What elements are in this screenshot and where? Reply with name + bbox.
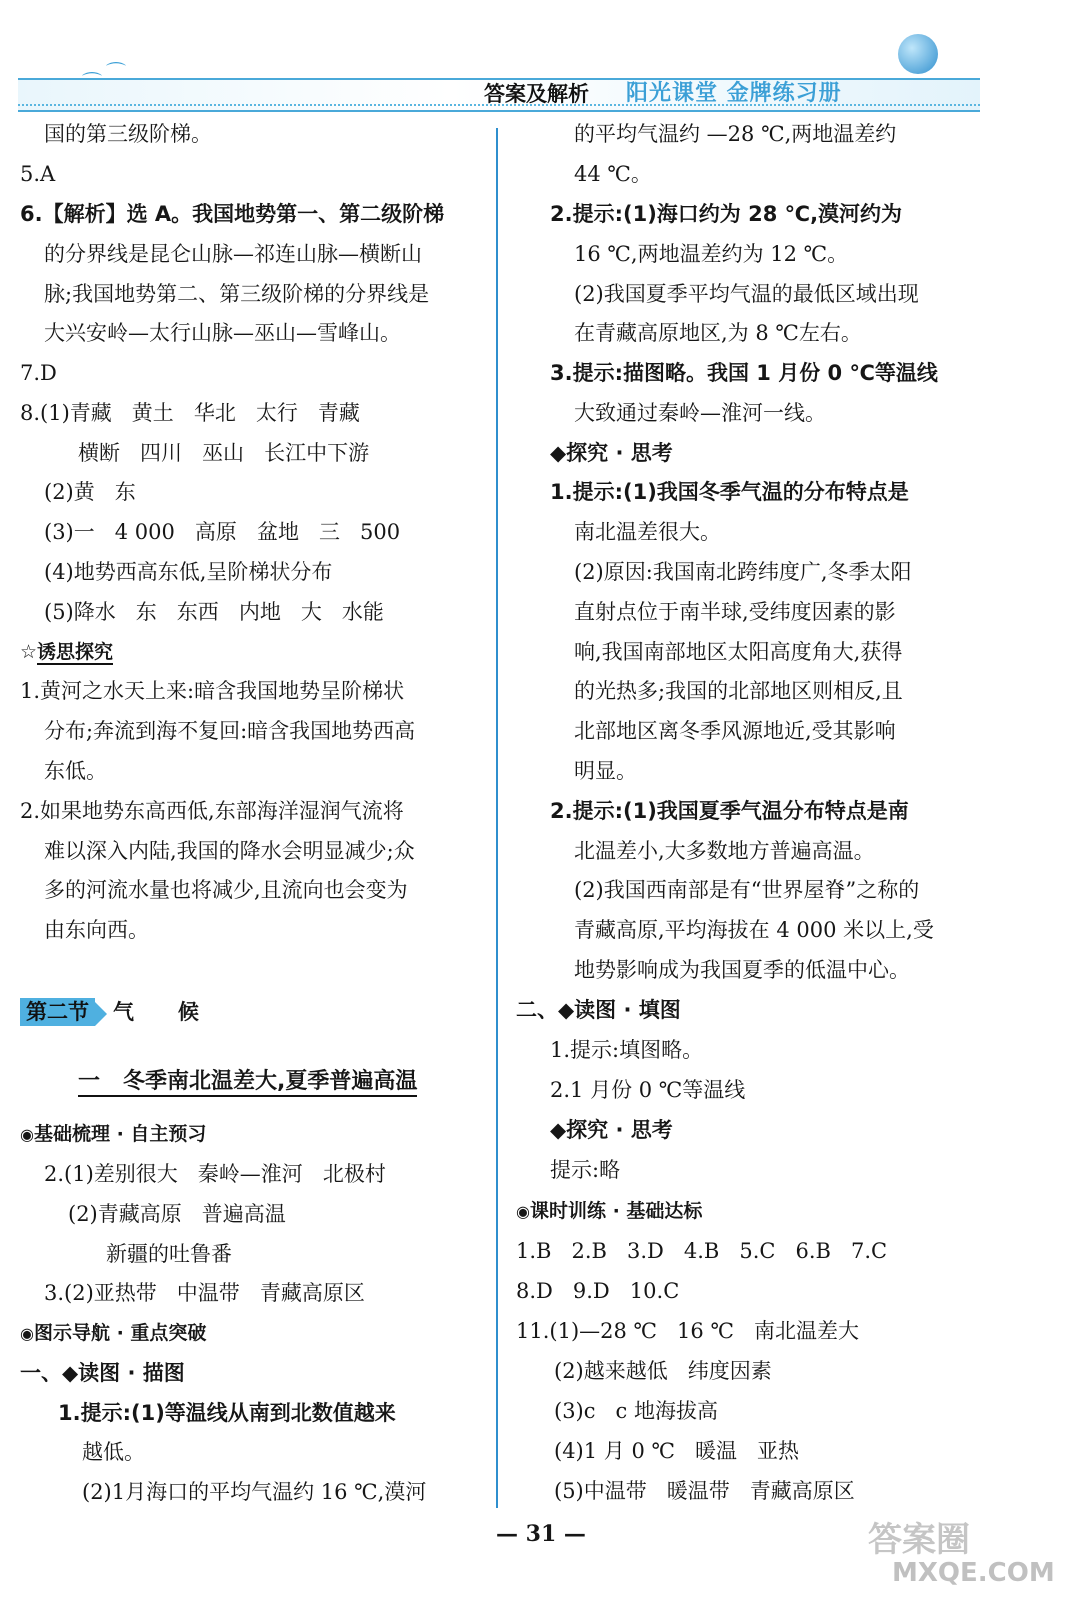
text-line: 的分界线是昆仑山脉—祁连山脉—横断山 [44, 242, 422, 266]
badge-icon: ◉ [20, 1324, 34, 1343]
text-line: 青藏高原,平均海拔在 4 000 米以上,受 [574, 918, 934, 942]
answer-line: 5.A [20, 162, 56, 186]
answer-line: 1.提示:填图略。 [550, 1038, 704, 1062]
answer-line: 7.D [20, 361, 57, 385]
text-line: 北温差小,大多数地方普遍高温。 [574, 839, 875, 863]
text-line: 的光热多;我国的北部地区则相反,且 [574, 679, 903, 703]
text-line: 明显。 [574, 759, 637, 783]
subheading-line: ◆探究 · 思考 [550, 1118, 673, 1142]
text-line: 脉;我国地势第二、第三级阶梯的分界线是 [44, 282, 430, 306]
answer-line: 1.黄河之水天上来:暗含我国地势呈阶梯状 [20, 679, 405, 703]
text-line: (3)一 4 000 高原 盆地 三 500 [44, 520, 401, 544]
answer-line: 2.1 月份 0 ℃等温线 [550, 1078, 746, 1102]
badge-icon: ◉ [20, 1125, 34, 1144]
section-title: 气 候 [113, 1000, 199, 1024]
text-line: 由东向西。 [44, 918, 149, 942]
text-line: (4)1 月 0 ℃ 暖温 亚热 [554, 1439, 800, 1463]
bird-icon: ⌒ [106, 60, 126, 84]
answer-line: 3.(2)亚热带 中温带 青藏高原区 [44, 1281, 365, 1305]
text-line: 的平均气温约 —28 ℃,两地温差约 [574, 122, 897, 146]
text-line: (2)青藏高原 普遍高温 [68, 1202, 286, 1226]
text-line: 地势影响成为我国夏季的低温中心。 [574, 958, 910, 982]
text-line: (4)地势西高东低,呈阶梯状分布 [44, 560, 333, 584]
text-line: (5)降水 东 东西 内地 大 水能 [44, 600, 384, 624]
header-title: 答案及解析 [484, 82, 589, 106]
section-heading-keshi: ◉课时训练 · 基础达标 [516, 1200, 703, 1222]
page-header [18, 60, 980, 112]
text-line: (3)c c 地海拔高 [554, 1399, 718, 1423]
text-line: 南北温差很大。 [574, 520, 721, 544]
text-line: (2)我国夏季平均气温的最低区域出现 [574, 282, 919, 306]
answer-line: 1.B 2.B 3.D 4.B 5.C 6.B 7.C [516, 1239, 888, 1263]
subheading-line: 一、◆读图 · 描图 [20, 1361, 185, 1385]
watermark-logo: 答案圈 [868, 1520, 970, 1560]
answer-line: 2.提示:(1)我国夏季气温分布特点是南 [550, 799, 909, 823]
badge-icon: ◉ [516, 1202, 530, 1221]
answer-line: 1.提示:(1)等温线从南到北数值越来 [58, 1401, 396, 1425]
subheading-line: 二、◆读图 · 填图 [516, 998, 681, 1022]
text-line: 东低。 [44, 759, 107, 783]
star-icon: ☆ [20, 641, 38, 663]
answer-line: 提示:略 [550, 1158, 621, 1182]
page-number: — 31 — [496, 1521, 586, 1547]
globe-icon [898, 34, 938, 74]
answer-line: 3.提示:描图略。我国 1 月份 0 ℃等温线 [550, 361, 938, 385]
answer-line: 2.如果地势东高西低,东部海洋湿润气流将 [20, 799, 404, 823]
text-line: 横断 四川 巫山 长江中下游 [78, 441, 370, 465]
text-line: 16 ℃,两地温差约为 12 ℃。 [574, 242, 849, 266]
section-title-row [20, 998, 199, 1026]
text-line: 新疆的吐鲁番 [106, 1242, 232, 1266]
text-line: (2)我国西南部是有“世界屋脊”之称的 [574, 878, 920, 902]
text-line: 北部地区离冬季风源地近,受其影响 [574, 719, 896, 743]
text-line: 响,我国南部地区太阳高度角大,获得 [574, 640, 903, 664]
text-line: 分布;奔流到海不复回:暗含我国地势西高 [44, 719, 416, 743]
answer-line: 2.(1)差别很大 秦岭—淮河 北极村 [44, 1162, 386, 1186]
answer-line: 1.提示:(1)我国冬季气温的分布特点是 [550, 480, 909, 504]
answer-line: 8.D 9.D 10.C [516, 1279, 680, 1303]
text-line: 在青藏高原地区,为 8 ℃左右。 [574, 321, 862, 345]
text-line: (2)黄 东 [44, 480, 136, 504]
arrow-icon [95, 1002, 107, 1026]
section-heading-jichu: ◉基础梳理 · 自主预习 [20, 1123, 207, 1145]
text-line: 直射点位于南半球,受纬度因素的影 [574, 600, 896, 624]
text-line: 44 ℃。 [574, 162, 652, 186]
answer-line: 2.提示:(1)海口约为 28 ℃,漠河约为 [550, 202, 903, 226]
text-line: (2)原因:我国南北跨纬度广,冬季太阳 [574, 560, 912, 584]
text-line: 多的河流水量也将减少,且流向也会变为 [44, 878, 408, 902]
text-line: (2)1月海口的平均气温约 16 ℃,漠河 [82, 1480, 427, 1504]
text-line: (5)中温带 暖温带 青藏高原区 [554, 1479, 855, 1503]
text-line: 越低。 [82, 1440, 145, 1464]
text-line: 国的第三级阶梯。 [44, 122, 212, 146]
lesson-subtitle: 一 冬季南北温差大,夏季普遍高温 [78, 1064, 417, 1097]
section-heading-yousi: ☆诱思探究 [20, 641, 114, 663]
answer-line: 11.(1)—28 ℃ 16 ℃ 南北温差大 [516, 1319, 859, 1343]
text-line: (2)越来越低 纬度因素 [554, 1359, 772, 1383]
answer-line: 8.(1)青藏 黄土 华北 太行 青藏 [20, 401, 360, 425]
text-line: 大兴安岭—太行山脉—巫山—雪峰山。 [44, 321, 401, 345]
header-brand: 阳光课堂 金牌练习册 [626, 81, 842, 106]
section-label: 第二节 [20, 998, 95, 1026]
watermark-url: MXQE.COM [892, 1558, 1055, 1588]
subheading-line: ◆探究 · 思考 [550, 441, 673, 465]
answer-line: 6.【解析】选 A。我国地势第一、第二级阶梯 [20, 202, 445, 226]
text-line: 难以深入内陆,我国的降水会明显减少;众 [44, 839, 415, 863]
bird-icon: ⌒ [82, 70, 102, 94]
text-line: 大致通过秦岭—淮河一线。 [574, 401, 826, 425]
column-divider [496, 128, 498, 1508]
section-heading-tushi: ◉图示导航 · 重点突破 [20, 1322, 207, 1344]
